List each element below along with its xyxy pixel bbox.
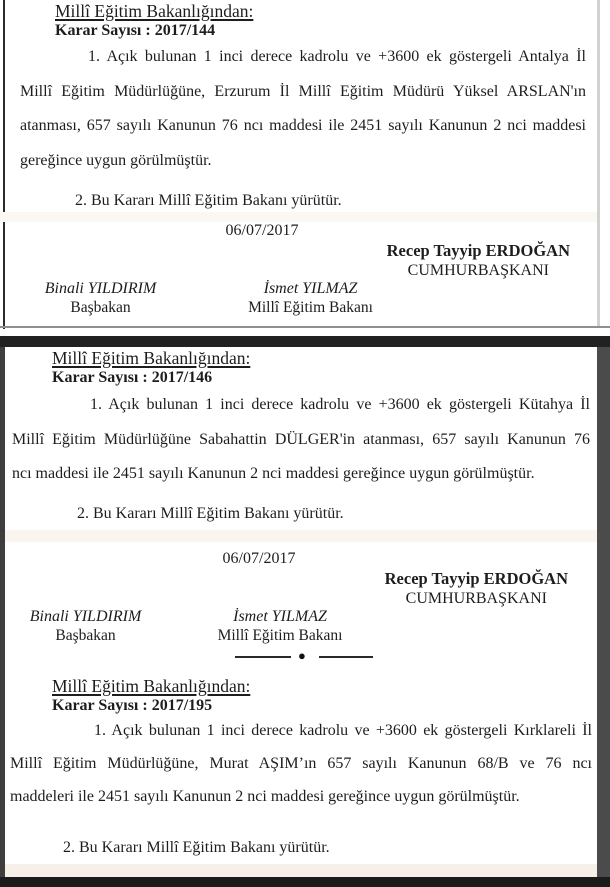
president-title: CUMHURBAŞKANI [405,590,547,607]
pm-name: Binali YILDIRIM [29,608,142,625]
article-1-line: Millî Eğitim Müdürlüğüne, Erzurum İl Millî Eğitim Müdürü Yüksel ARSLAN'ın [20,83,586,100]
minister-name: İsmet YILMAZ [233,608,327,625]
article-1-line: ncı maddesi ile 2451 sayılı Kanunun 2 nci maddesi gereğince uygun görülmüştür. [12,465,535,482]
president-title: CUMHURBAŞKANI [407,262,549,279]
article-1-line: Millî Eğitim Müdürlüğüne Sabahattin DÜLGER'in atanması, 657 sayılı Kanunun 76 [12,431,590,448]
ministry-heading: Millî Eğitim Bakanlığından: [52,348,251,368]
decision-number: Karar Sayısı : 2017/146 [52,369,213,386]
divider-line [235,656,291,658]
article-1-line: 1. Açık bulunan 1 inci derece kadrolu ve +3600 ek göstergeli Kütahya İl [90,396,590,413]
article-1-line: maddeleri ile 2451 sayılı Kanunun 2 nci maddesi gereğince uygun görülmüştür. [10,788,520,805]
scan-edge-left-top [3,0,5,329]
president-name: Recep Tayyip ERDOĞAN [386,241,570,260]
separator-bar [0,336,610,347]
pm-name: Binali YILDIRIM [44,280,157,297]
decision-date: 06/07/2017 [222,550,296,567]
decision-date: 06/07/2017 [225,222,299,239]
president-signature [387,241,570,281]
scan-edge-right-bottom [597,347,610,877]
scan-band-artifact [5,864,597,877]
minister-title: Millî Eğitim Bakanı [248,299,373,316]
decision-number: Karar Sayısı : 2017/195 [52,697,213,714]
scan-edge-right-top [597,0,600,326]
pm-signature [13,607,158,645]
ministry-heading: Millî Eğitim Bakanlığından: [52,676,251,696]
article-2: 2. Bu Kararı Millî Eğitim Bakanı yürütür. [75,192,342,209]
minister-name: İsmet YILMAZ [263,280,358,297]
minister-signature [233,279,388,317]
divider-bullet: ● [298,648,306,663]
ministry-heading: Millî Eğitim Bakanlığından: [55,1,254,21]
minister-signature [205,607,355,645]
article-2: 2. Bu Kararı Millî Eğitim Bakanı yürütür. [77,505,344,522]
article-1-line: atanması, 657 sayılı Kanunun 76 ncı maddesi ile 2451 sayılı Kanunun 2 nci maddesi [20,117,586,134]
article-1-line: gereğince uygun görülmüştür. [20,152,212,169]
pm-title: Başbakan [55,627,116,644]
bottom-separator-bar [0,877,610,887]
article-1-line: Millî Eğitim Müdürlüğüne, Murat AŞIM’ın 657 sayılı Kanunun 68/B ve 76 ncı [10,755,592,772]
president-name: Recep Tayyip ERDOĞAN [384,569,568,588]
article-1-line: 1. Açık bulunan 1 inci derece kadrolu ve +3600 ek göstergeli Kırklareli İl [94,722,592,739]
pm-title: Başbakan [70,299,131,316]
scan-band-artifact [5,530,597,542]
article-1-line: 1. Açık bulunan 1 inci derece kadrolu ve +3600 ek göstergeli Antalya İl [88,48,586,65]
page-bottom-rule [0,326,610,328]
pm-signature [28,279,173,317]
minister-title: Millî Eğitim Bakanı [217,627,343,644]
decision-number: Karar Sayısı : 2017/144 [55,22,216,39]
article-2: 2. Bu Kararı Millî Eğitim Bakanı yürütür. [63,839,330,856]
scan-edge-left-bottom [0,347,5,887]
divider-line [319,656,373,658]
president-signature [385,569,568,609]
